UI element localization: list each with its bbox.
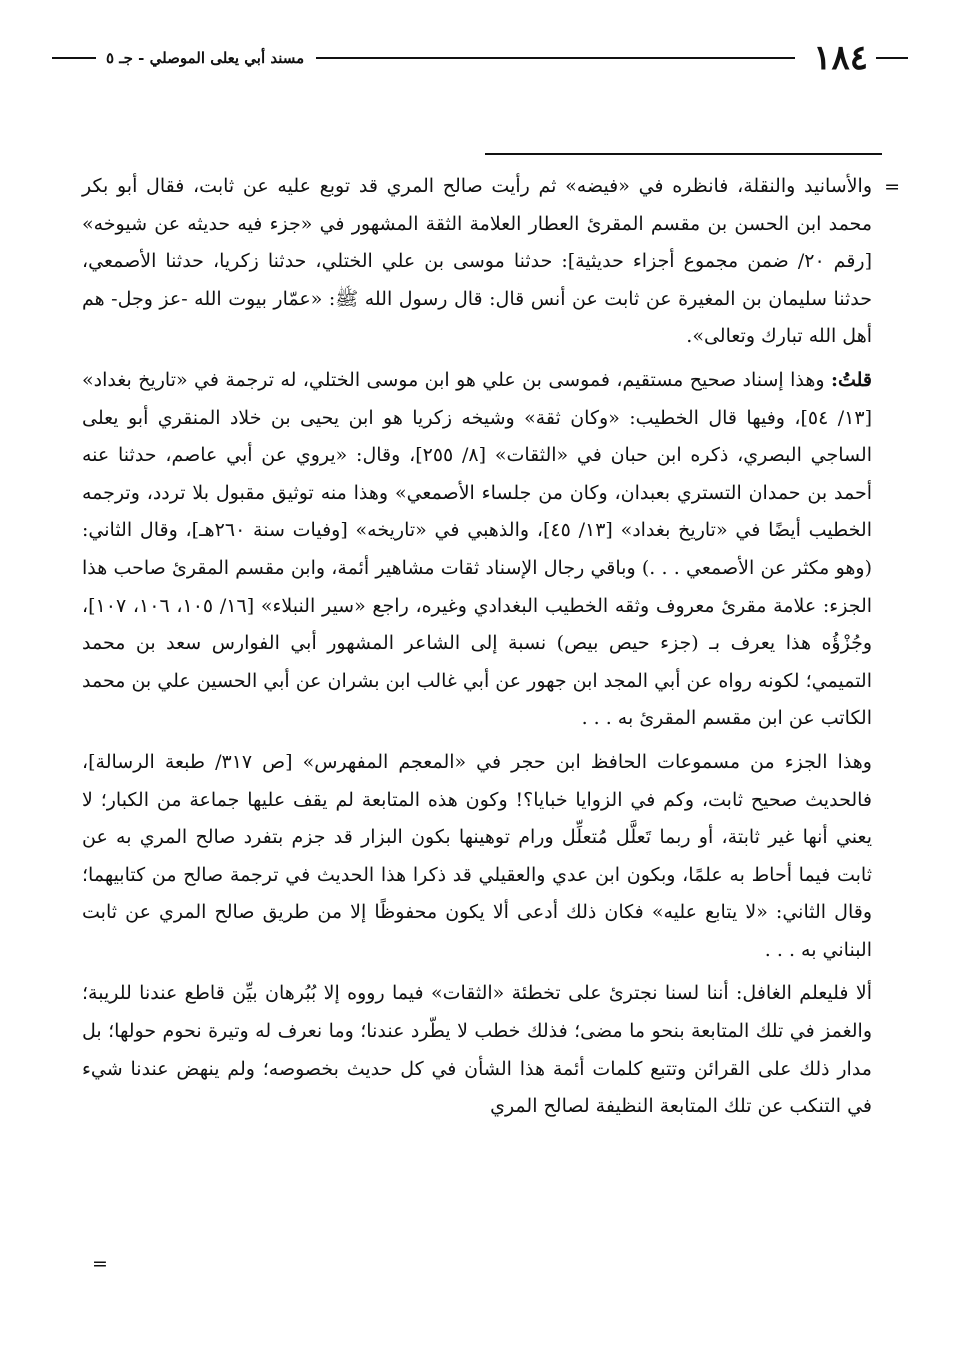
header-rule bbox=[316, 57, 795, 59]
paragraph-lead: قلتُ: bbox=[830, 368, 872, 391]
paragraph-4 bbox=[82, 975, 872, 1125]
page-header bbox=[52, 36, 908, 80]
paragraph-text: وهذا إسناد صحيح مستقيم، فموسى بن علي هو ابن موسى الختلي، له ترجمة في «تاريخ بغداد» [١٣/ ٥٤]، وفيها قال الخطيب: «وكان ثقة» وشيخه زكريا هو ابن يحيى بن خلاد المنقري أبو يعلى الساجي البصري، ذكره ابن حبان في «الثقات» [٨/ ٢٥٥]، وقال: «يروي عن أبي عاصم، حدثنا عنه أحمد بن حمدان التستري بعبدان، وكان من جلساء الأصمعي» وهذا منه توثيق مقبول بلا تردد، وترجمه الخطيب أيضًا في «تاريخ بغداد» [١٣/ ٤٥]، والذهبي في «تاريخه» [وفيات سنة ٢٦٠هـ]، وقال الثاني: (وهو مكثر عن الأصمعي . . .) وباقي رجال الإسناد ثقات مشاهير أئمة، وابن مقسم المقرئ صاحب هذا الجزء: علامة مقرئ معروف وثقه الخطيب البغدادي وغيره، راجع «سير النبلاء» [١٦/ ١٠٥، ١٠٦، ١٠٧]، وجُزْؤُه هذا يعرف بـ (جزء حيص بيص) نسبة إلى الشاعر المشهور أبي الفوارس سعد بن محمد التميمي؛ لكونه رواه عن أبي المجد ابن جهور عن أبي غالب ابن بشران عن أبي الحسين علي بن محمد الكاتب عن ابن مقسم المقرئ به . . . bbox=[82, 368, 873, 730]
paragraph-2 bbox=[82, 362, 872, 738]
running-title: مسند أبي يعلى الموصلي - جـ ٥ bbox=[106, 49, 305, 67]
footnote-body bbox=[82, 168, 872, 1132]
paragraph-3 bbox=[82, 744, 872, 970]
header-rule-right bbox=[876, 57, 908, 59]
continuation-mark-top: = bbox=[884, 176, 900, 198]
page-number: ١٨٤ bbox=[813, 38, 868, 78]
paragraph-text: والأسانيد والنقلة، فانظره في «فيضه» ثم رأيت صالح المري قد توبع عليه عن ثابت، فقال أبو بكر محمد ابن الحسن بن مقسم المقرئ العطار العلامة الثقة المشهور في «جزء فيه حديثه عن شيوخه» [رقم ٢٠/ ضمن مجموع أجزاء حديثية]: حدثنا موسى بن علي الختلي، حدثنا زكريا، حدثنا الأصمعي، حدثنا سليمان بن المغيرة عن ثابت عن أنس قال: قال رسول الله ﷺ: «عمّار بيوت الله -عز وجل- هم أهل الله تبارك وتعالى». bbox=[82, 175, 872, 348]
paragraph-text: وهذا الجزء من مسموعات الحافظ ابن حجر في «المعجم المفهرس» [ص ٣١٧/ طبعة الرسالة]، فالحديث صحيح ثابت، وكم في الزوايا خبايا؟! وكون هذه المتابعة لم يقف عليها جماعة من الكبار؛ لا يعني أنها غير ثابتة، أو ربما تَعلَّل مُتعلِّل ورام توهينها بكون البزار قد جزم بتفرد صالح المري به عن ثابت فيما أحاط به علمًا، وبكون ابن عدي والعقيلي قد ذكرا هذا الحديث في ترجمة صالح من كتابيهما؛ وقال الثاني: «لا يتابع عليه» فكان ذلك أدعى ألا يكون محفوظًا إلا من طريق صالح المري عن ثابت البناني به . . . bbox=[82, 750, 872, 961]
paragraph-text: ألا فليعلم الغافل: أننا لسنا نجترئ على تخطئة «الثقات» فيما رووه إلا بُبُرهان بيِّن قاطع عندنا للريبة؛ والغمز في تلك المتابعة بنحو ما مضى؛ فذلك خطب لا يطّرد عندنا؛ وما نعرف له وتيرة نحوم حولها؛ بل مدار ذلك على القرائن وتتبع كلمات أئمة هذا الشأن في كل حديث بخصوصه؛ ولم ينهض عندنا شيء في التنكب عن تلك المتابعة النظيفة لصالح المري bbox=[82, 982, 872, 1118]
header-rule-left bbox=[52, 57, 96, 59]
footnote-separator-rule bbox=[485, 153, 882, 155]
continuation-mark-bottom: = bbox=[92, 1253, 108, 1275]
paragraph-1 bbox=[82, 168, 872, 356]
